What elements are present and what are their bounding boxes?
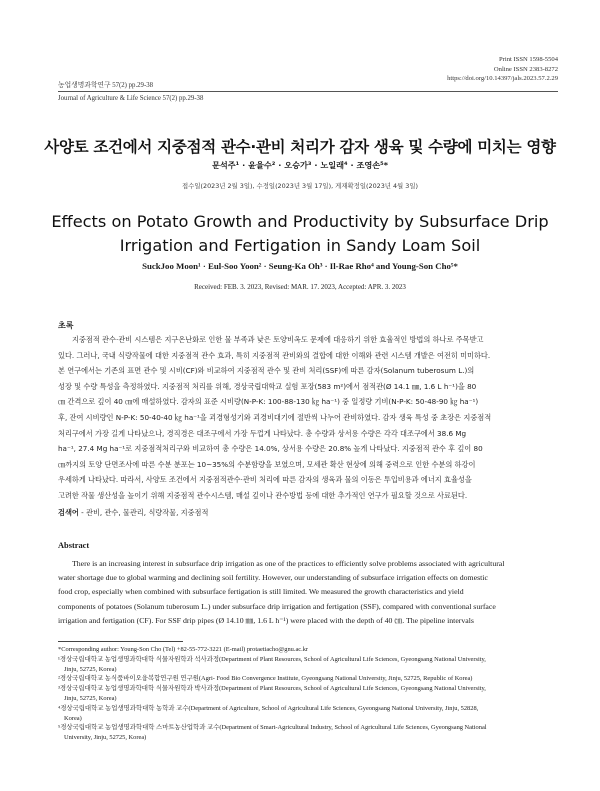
abstract-en-line: water shortage due to global warming and declining soil fertility. However, our understanding of subsurface irrigation effects on domestic (58, 573, 488, 583)
online-issn: Online ISSN 2383-8272 (493, 65, 558, 73)
abstract-kr-line: 후, 잔여 시비량인 N-P-K: 50-40-40 ㎏ ha⁻¹을 괴경형성기와 괴경비대기에 절반씩 나누어 관비하였다. 감자 생육 특성 중 초장은 지중점적 (58, 412, 492, 422)
print-issn: Print ISSN 1598-5504 (499, 56, 558, 63)
abstract-en-line: food crop, especially when combined with subsurface fertigation is still limited. We measured the growth characteristics and yield (58, 587, 464, 597)
keywords-list: - 관비, 관수, 물관리, 식량작물, 지중점적 (78, 508, 209, 517)
abstract-kr-line: ㎝까지의 토양 단면조사에 따른 수분 분포는 10~35%의 수분함량을 보였으며, 모세관 확산 현상에 의해 중력으로 인한 수분의 하강이 (58, 459, 476, 469)
abstract-kr-line: 처리구에서 가장 길게 나타났으나, 경직경은 대조구에서 가장 두껍게 나타났다. 총 수량과 상서용 수량은 각각 대조구에서 38.6 Mg (58, 428, 467, 438)
doi-link[interactable]: https://doi.org/10.14397/jals.2023.57.2.29 (447, 75, 558, 83)
footnote-affiliation-4: ⁴경상국립대학교 농업생명과학대학 농학과 교수(Department of Agriculture, School of Agricultural Life Sciences, Gyeongsang National University, Jinju, 52828, (58, 704, 479, 712)
authors-korean: 문석주¹ · 윤율수² · 오승가³ · 노일래⁴ · 조영손⁵* (211, 160, 389, 170)
abstract-kr-line: 성장 및 수량 특성을 측정하였다. 지중점적 처리를 위해, 경상국립대학교 실험 포장(583 m²)에서 점적관(Ø 14.1 ㎜, 1.6 L h⁻¹)을 80 (58, 381, 477, 391)
dates-korean: 접수일(2023년 2월 3일), 수정일(2023년 3월 17일), 게재확정일(2023년 4월 3일) (182, 182, 418, 190)
title-english-line-1: Effects on Potato Growth and Productivity by Subsurface Drip (51, 212, 549, 231)
title-korean: 사양토 조건에서 지중점적 관수·관비 처리가 감자 생육 및 수량에 미치는 영향 (44, 138, 556, 156)
footnote-affiliation-4-cont: Korea) (64, 714, 82, 722)
dates-english: Received: FEB. 3. 2023, Revised: MAR. 17. 2023, Accepted: APR. 3. 2023 (194, 283, 406, 291)
abstract-kr-line: 고려한 작물 생산성을 높이기 위해 지중점적 관수시스템, 매설 깊이나 관수방법 등에 대한 추가적인 연구가 필요할 것으로 사료된다. (58, 490, 468, 500)
title-english-line-2: Irrigation and Fertigation in Sandy Loam Soil (119, 236, 481, 255)
header-rule (58, 91, 558, 92)
abstract-en-heading: Abstract (58, 541, 90, 550)
title-english (0, 210, 600, 258)
header-issn-block (447, 55, 558, 84)
abstract-kr-line: 우세하게 나타났다. 따라서, 사양토 조건에서 지중점적관수·관비 처리에 따른 감자의 생육과 물의 이동은 투입비용과 에너지 효율성을 (58, 475, 472, 485)
abstract-en-line: components of potatoes (Solanum tuberosum L.) under subsurface drip irrigation and fertigation (SSF), compared with conventional surface (58, 601, 496, 611)
abstract-kr-line: ha⁻¹, 27.4 Mg ha⁻¹로 지중점적처리구와 비교하여 총 수량은 14.0%, 상서용 수량은 20.8% 높게 나타났다. 지중점적 관수 후 깊이 80 (58, 444, 483, 454)
footnote-corresponding: *Corresponding author: Young-Son Cho (Tel) +82-55-772-3221 (E-mail) protaetiacho@gnu.ac.kr (58, 646, 309, 653)
footnote-affiliation-1-cont: Jinju, 52725, Korea) (64, 665, 117, 673)
footnotes (58, 645, 558, 743)
footnote-affiliation-2: ²경상국립대학교 농식품바이오융복합연구원 연구원(Agri- Food Bio Convergence Institute, Gyeongsang National University, Jinju, 52725, Republic of Korea) (58, 675, 473, 683)
abstract-kr-line: 본 연구에서는 기존의 표면 관수 및 시비(CF)와 비교하여 지중점적 관수 및 관비 처리(SSF)에 따른 감자(Solanum tuberosum L.)의 (58, 366, 475, 376)
journal-name-kr: 농업생명과학연구 57(2) pp.29-38 (58, 82, 153, 89)
journal-name-en: Journal of Agriculture & Life Science 57(2) pp.29-38 (58, 95, 204, 102)
abstract-kr-body (58, 332, 558, 504)
abstract-en-line: There is an increasing interest in subsurface drip irrigation as one of the practices to efficiently solve problems associated with agricultural (72, 559, 505, 568)
footnote-affiliation-3: ³경상국립대학교 농업생명과학대학 식물자원학과 박사과정(Department of Plant Resources, School of Agricultural Life Sciences, Gyeongsang National University, (58, 685, 486, 693)
footnote-affiliation-5: ⁵경상국립대학교 농업생명과학대학 스마트농산업학과 교수(Department of Smart-Agricultural Industry, School of Agricultural Life Sciences, Gyeongsang National (58, 724, 487, 732)
footnote-affiliation-5-cont: University, Jinju, 52725, Korea) (64, 734, 147, 742)
footnote-affiliation-1: ¹경상국립대학교 농업생명과학대학 식물자원학과 석사과정(Department of Plant Resources, School of Agricultural Life Sciences, Gyeongsang National University, (58, 655, 486, 663)
footnote-affiliation-3-cont: Jinju, 52725, Korea) (64, 694, 117, 702)
abstract-kr-line: ㎝ 간격으로 깊이 40 ㎝에 매설하였다. 감자의 표준 시비량(N-P-K: 100-88-130 ㎏ ha⁻¹) 중 일정량 기비(N-P-K: 50-48-90 ㎏ ha⁻¹) (58, 397, 479, 407)
footnote-rule (58, 641, 183, 642)
authors-english: SuckJoo Moon¹ · Eul-Soo Yoon² · Seung-Ka Oh³ · Il-Rae Rho⁴ and Young-Son Cho⁵* (142, 261, 458, 271)
abstract-kr-heading: 초록 (58, 321, 74, 330)
abstract-en-body (58, 557, 558, 628)
keywords-label: 검색어 (58, 508, 79, 517)
keywords-kr (58, 508, 208, 518)
abstract-kr-line: 지중점적 관수·관비 시스템은 지구온난화로 인한 물 부족과 낮은 토양비옥도 문제에 대응하기 위한 효율적인 방법의 하나로 주목받고 (72, 335, 484, 344)
abstract-en-line: irrigation and fertigation (CF). For SSF drip pipes (Ø 14.10 ㎜, 1.6 L h⁻¹) were placed with the depth of 40 ㎝. The pipeline intervals (58, 615, 474, 625)
abstract-kr-line: 있다. 그러나, 국내 식량작물에 대한 지중점적 관수 효과, 특히 지중점적 관비와의 결합에 대한 이해와 관련 시스템 개발은 여전히 미미하다. (58, 350, 491, 360)
